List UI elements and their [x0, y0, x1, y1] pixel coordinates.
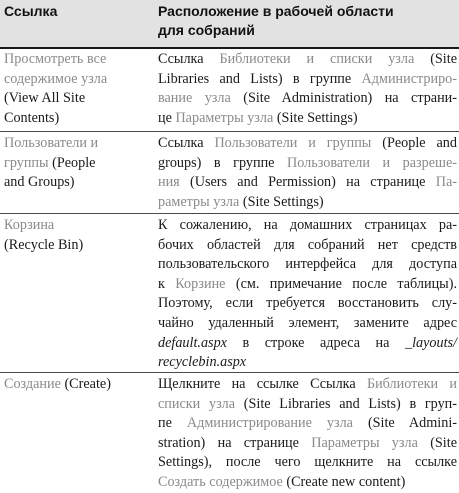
- location-text-line: [158, 453, 457, 473]
- location-text-line: [158, 375, 457, 395]
- row-separator: [0, 213, 459, 214]
- location-text-line: [158, 154, 457, 174]
- row-1-link-cell: [4, 50, 154, 128]
- text-segment: Щелкните на ссылке Ссылка: [158, 376, 367, 392]
- ui-element-name: Просмотреть все: [4, 51, 107, 67]
- row-separator: [0, 372, 459, 373]
- row-1-location-cell: [158, 50, 457, 128]
- text-segment: чайно удаленный элемент, замените адрес: [158, 314, 457, 331]
- ui-element-name: ния: [158, 174, 180, 191]
- link-text-line: [4, 89, 154, 109]
- location-text-line: [158, 434, 457, 454]
- link-text-line: [4, 70, 154, 90]
- location-text-line: [158, 334, 457, 354]
- text-segment: (Create new content): [282, 473, 406, 490]
- text-segment: (Site Administration) на страни-: [230, 90, 457, 107]
- row-2-location-cell: [158, 134, 457, 212]
- location-text-line: [158, 216, 457, 236]
- location-text-line: [158, 109, 457, 129]
- text-segment: к: [158, 275, 176, 292]
- text-segment: (Site Settings): [273, 109, 358, 126]
- ui-element-name: группы: [4, 154, 49, 171]
- ui-element-name: Корзине: [175, 275, 226, 292]
- location-text-line: [158, 395, 457, 415]
- ui-element-name: вание узла: [158, 90, 231, 107]
- link-text-line: [4, 236, 154, 256]
- location-text-line: [158, 294, 457, 314]
- ui-element-name: Па-: [435, 174, 457, 191]
- ui-element-name: Параметры узла: [311, 434, 418, 451]
- text-segment: (Users and Permission) на странице: [179, 174, 436, 191]
- link-text-line: [4, 173, 154, 193]
- ui-element-name: Администрирование узла: [186, 415, 353, 432]
- text-segment: пе: [158, 415, 187, 432]
- location-text-line: [158, 89, 457, 109]
- text-segment: stration) на странице: [158, 434, 312, 451]
- text-segment: (People and: [371, 135, 457, 151]
- text-segment: бочих областей для собраний нет средств: [158, 236, 457, 253]
- text-segment: groups) в группе: [158, 154, 288, 171]
- location-text-line: [158, 193, 457, 213]
- url-fragment: default.aspx: [158, 334, 227, 351]
- text-segment: К сожалению, на домашних страницах ра-: [158, 217, 457, 233]
- text-segment: (Site: [414, 51, 457, 67]
- ui-element-name: Пользователи и разреше-: [287, 154, 457, 171]
- ui-element-name: Пользователи и: [4, 135, 99, 151]
- text-segment: (Site Libraries and Lists) в груп-: [235, 395, 458, 412]
- link-english-name: and Groups): [4, 174, 75, 191]
- text-segment: (Site Settings): [239, 193, 324, 210]
- location-text-line: [158, 70, 457, 90]
- header-location: [158, 2, 458, 40]
- header-location-line1: Расположение в рабочей области: [158, 3, 394, 19]
- text-segment: (Site Admini-: [352, 415, 457, 432]
- text-segment: в строке адреса на: [226, 334, 405, 351]
- link-text-line: [4, 375, 154, 395]
- location-text-line: [158, 353, 457, 373]
- text-segment: (Site: [417, 434, 457, 451]
- header-location-line2: для собраний: [158, 22, 255, 38]
- location-text-line: [158, 255, 457, 275]
- ui-element-name: списки узла: [158, 395, 236, 412]
- link-text-line: [4, 154, 154, 174]
- ui-element-name: Библиотеки и: [366, 376, 457, 392]
- text-segment: Ссылка: [158, 51, 220, 67]
- row-3-location-cell: [158, 216, 457, 373]
- link-english-name: (Create): [60, 376, 111, 392]
- text-segment: Libraries and Lists) в группе: [158, 70, 362, 87]
- text-segment: (см. примечание после таблицы).: [225, 275, 457, 292]
- row-3-link-cell: [4, 216, 154, 255]
- url-fragment: _layouts/: [404, 334, 457, 351]
- header-link: Ссылка: [4, 3, 58, 19]
- location-text-line: [158, 314, 457, 334]
- link-text-line: [4, 134, 154, 154]
- text-segment: Settings), после чего щелкните на ссылке: [158, 454, 457, 471]
- link-english-name: Contents): [4, 109, 60, 126]
- row-4-location-cell: [158, 375, 457, 493]
- link-english-name: (People: [48, 154, 96, 171]
- ui-element-name: Создание: [4, 376, 61, 392]
- location-text-line: [158, 473, 457, 493]
- location-text-line: [158, 134, 457, 154]
- link-english-name: (View All Site: [4, 90, 86, 107]
- ui-element-name: Администриро-: [361, 70, 457, 87]
- location-text-line: [158, 275, 457, 295]
- location-text-line: [158, 173, 457, 193]
- row-4-link-cell: [4, 375, 154, 395]
- row-2-link-cell: [4, 134, 154, 193]
- ui-element-name: Пользователи и группы: [214, 135, 372, 151]
- text-segment: це: [158, 109, 176, 126]
- ui-element-name: содержимое узла: [4, 70, 108, 87]
- link-english-name: (Recycle Bin): [4, 236, 84, 253]
- row-separator: [0, 131, 459, 132]
- location-text-line: [158, 50, 457, 70]
- link-text-line: [4, 216, 154, 236]
- text-segment: Ссылка: [158, 135, 215, 151]
- url-fragment: recyclebin.aspx: [158, 354, 247, 371]
- ui-element-name: Корзина: [4, 217, 55, 233]
- ui-element-name: Библиотеки и списки узла: [219, 51, 415, 67]
- text-segment: пользовательского интерфейса для доступа: [158, 256, 457, 273]
- location-text-line: [158, 414, 457, 434]
- ui-element-name: раметры узла: [158, 193, 240, 210]
- ui-element-name: Параметры узла: [175, 109, 274, 126]
- text-segment: Поэтому, если требуется восстановить слу-: [158, 295, 457, 312]
- ui-element-name: Создать содержимое: [158, 473, 283, 490]
- link-text-line: [4, 50, 154, 70]
- location-text-line: [158, 236, 457, 256]
- link-text-line: [4, 109, 154, 129]
